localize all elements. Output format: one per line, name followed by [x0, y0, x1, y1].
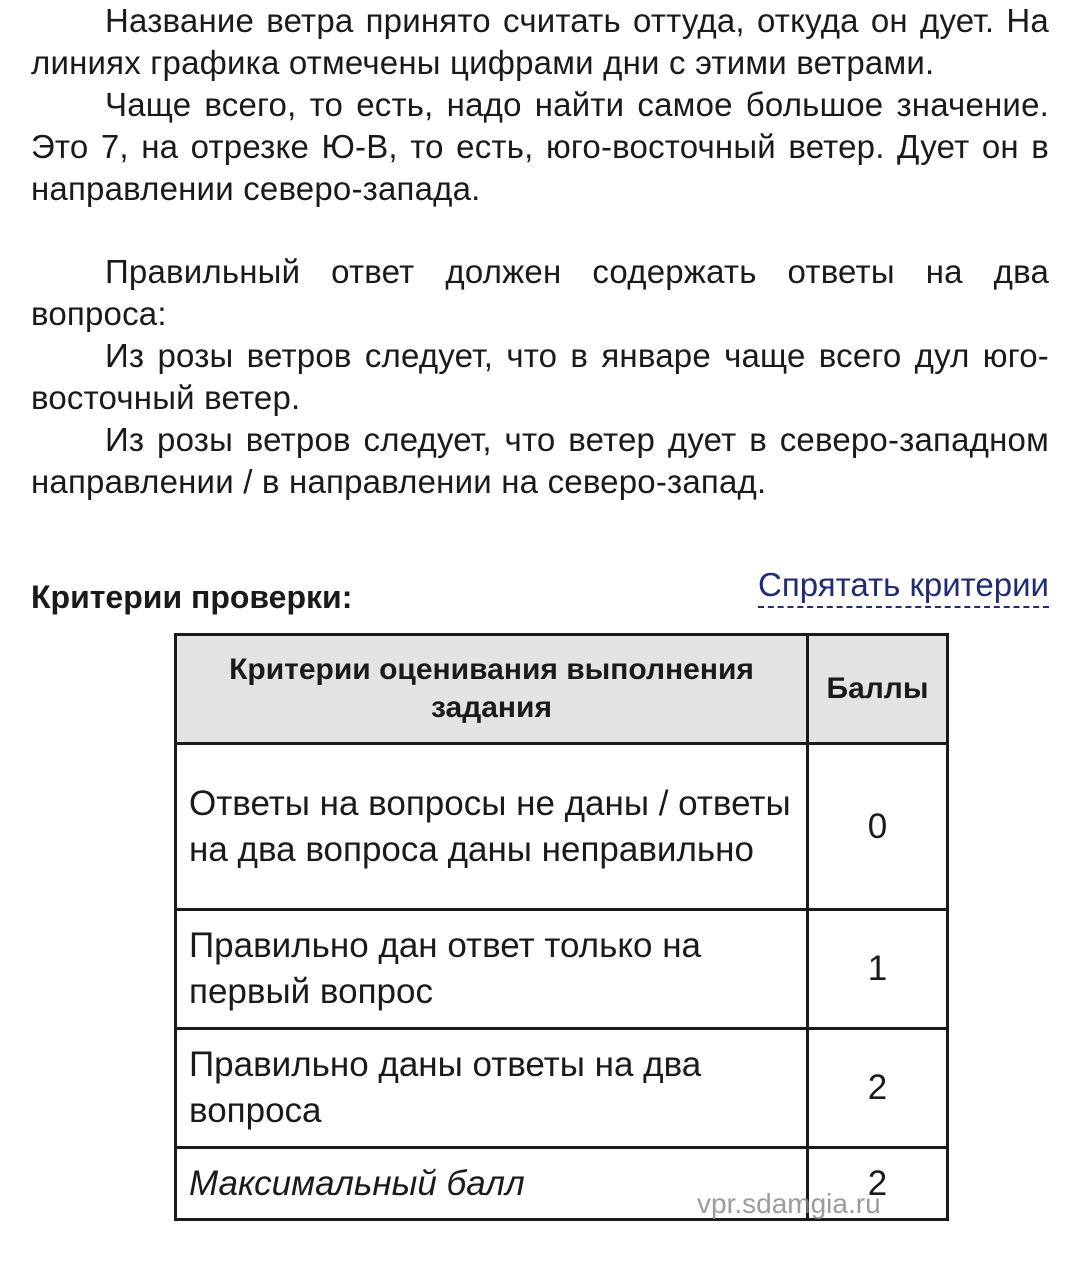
points-cell: 1 — [808, 910, 948, 1029]
criterion-cell: Правильно дан ответ только на первый вопрос — [176, 910, 808, 1029]
criterion-cell: Правильно даны ответы на два вопроса — [176, 1029, 808, 1148]
points-cell: 2 — [808, 1029, 948, 1148]
table-row — [176, 910, 948, 1029]
table-header-row — [176, 635, 948, 744]
answer-paragraph: Из розы ветров следует, что в январе чаще всего дул юго-восточный ветер. — [31, 337, 1049, 416]
hide-criteria-link[interactable]: Спрятать критерии — [758, 564, 1049, 608]
table-row — [176, 744, 948, 910]
solution-text — [31, 0, 1049, 503]
answer-paragraph: Из розы ветров следует, что ветер дует в северо-западном направлении / в направлении на северо-запад. — [31, 421, 1049, 500]
site-watermark: vpr.sdamgia.ru — [697, 1188, 881, 1219]
max-score-value: 2 — [808, 1148, 948, 1220]
solution-paragraph: Чаще всего, то есть, надо найти самое большое значение. Это 7, на отрезке Ю-В, то есть, юго-восточный ветер. Дует он в направлении северо-запада. — [31, 86, 1049, 207]
answer-requirement: Правильный ответ должен содержать ответы на два вопроса: — [31, 253, 1049, 332]
table-row — [176, 1029, 948, 1148]
max-score-label: Максимальный балл — [176, 1148, 808, 1220]
solution-paragraph: Название ветра принято считать оттуда, откуда он дует. На линиях графика отмечены цифрами дни с этими ветрами. — [31, 2, 1049, 81]
header-points: Баллы — [808, 635, 948, 744]
criterion-cell: Ответы на вопросы не даны / ответы на два вопроса даны неправильно — [176, 744, 808, 910]
paragraph-gap — [31, 210, 1049, 251]
header-criteria: Критерии оценивания выполнения задания — [176, 635, 808, 744]
criteria-title: Критерии проверки: — [31, 579, 353, 615]
criteria-header — [31, 566, 1049, 622]
criteria-table — [174, 633, 949, 1221]
points-cell: 0 — [808, 744, 948, 910]
